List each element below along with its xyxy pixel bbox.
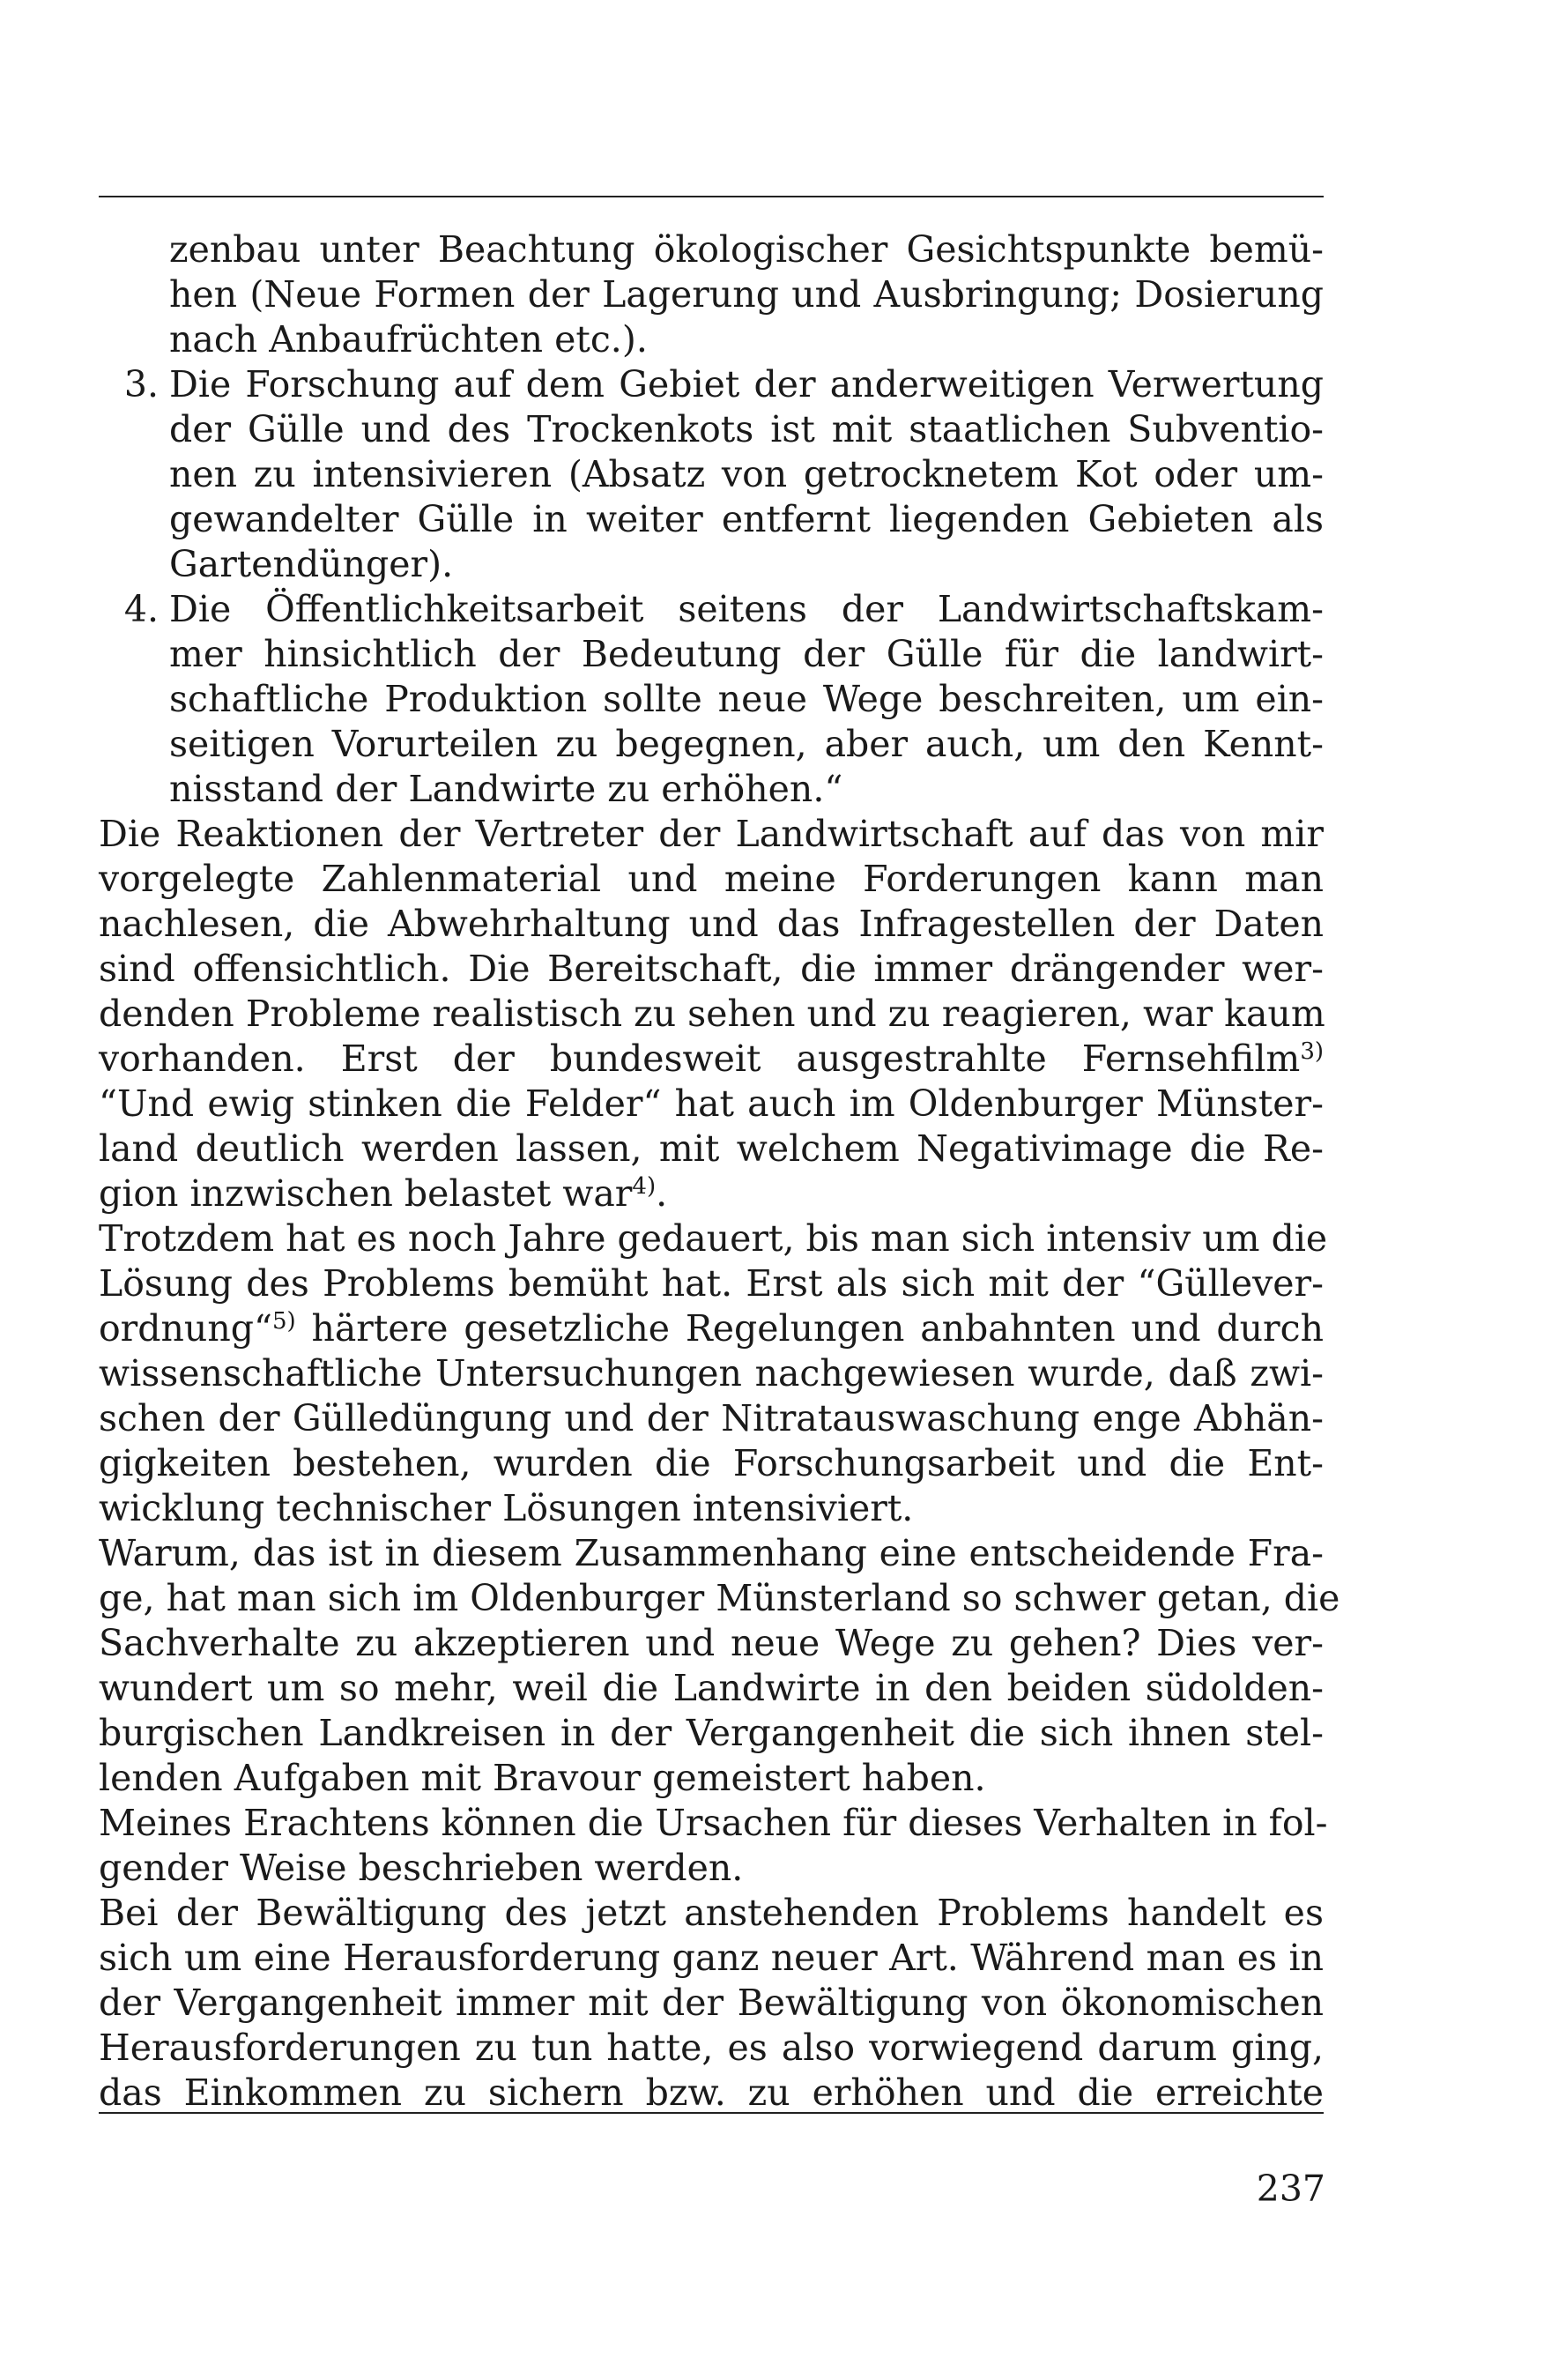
- text-line: wissenschaftliche Untersuchungen nachgewiesen wurde, daß zwi-: [99, 1352, 1324, 1395]
- text-line: zenbau unter Beachtung ökologischer Gesichtspunkte bemü-: [169, 228, 1324, 271]
- text-line: Meines Erachtens können die Ursachen für dieses Verhalten in fol-: [99, 1802, 1328, 1844]
- text-line: nach Anbaufrüchten etc.).: [169, 318, 648, 361]
- footnote-ref-5: 5): [271, 1308, 296, 1335]
- text-line: Sachverhalte zu akzeptieren und neue Wege zu gehen? Dies ver-: [99, 1622, 1324, 1664]
- text-line: das Einkommen zu sichern bzw. zu erhöhen und die erreichte: [99, 2071, 1324, 2114]
- text-line: Herausforderungen zu tun hatte, es also vorwiegend darum ging,: [99, 2027, 1324, 2069]
- text-line: Die Forschung auf dem Gebiet der anderweitigen Verwertung: [169, 363, 1324, 405]
- text-segment: .: [656, 1172, 668, 1215]
- text-line: ge, hat man sich im Oldenburger Münsterland so schwer getan, die: [99, 1577, 1340, 1619]
- list-item-4: [99, 587, 1324, 812]
- footnote-ref-4: 4): [632, 1173, 657, 1200]
- text-segment: härtere gesetzliche Regelungen anbahnten und durch: [295, 1307, 1324, 1350]
- text-segment: gion inzwischen belastet war: [99, 1172, 633, 1215]
- text-line: schaftliche Produktion sollte neue Wege beschreiten, um ein-: [169, 678, 1324, 720]
- paragraph-2: [99, 1216, 1328, 1531]
- header-rule: [99, 196, 1324, 197]
- text-line: der Vergangenheit immer mit der Bewältigung von ökonomischen: [99, 1982, 1324, 2024]
- text-line: nisstand der Landwirte zu erhöhen.“: [169, 768, 843, 810]
- text-line: der Gülle und des Trockenkots ist mit staatlichen Subventio-: [169, 408, 1324, 450]
- text-line: mer hinsichtlich der Bedeutung der Gülle für die landwirt-: [169, 633, 1324, 675]
- text-line: schen der Gülledüngung und der Nitratauswaschung enge Abhän-: [99, 1397, 1324, 1439]
- text-line: wundert um so mehr, weil die Landwirte in den beiden südolden-: [99, 1667, 1324, 1709]
- text-line: [99, 1037, 1324, 1082]
- text-line: gewandelter Gülle in weiter entfernt liegenden Gebieten als: [169, 498, 1324, 540]
- text-line: hen (Neue Formen der Lagerung und Ausbringung; Dosierung: [169, 273, 1324, 316]
- text-line: Bei der Bewältigung des jetzt anstehenden Problems handelt es: [99, 1892, 1324, 1934]
- body-text: [99, 227, 1340, 2116]
- text-line: vorgelegte Zahlenmaterial und meine Forderungen kann man: [99, 858, 1324, 900]
- footnote-ref-3: 3): [1300, 1038, 1324, 1065]
- text-line: nachlesen, die Abwehrhaltung und das Infragestellen der Daten: [99, 903, 1324, 945]
- paragraph-1: [99, 812, 1324, 1216]
- text-line: wicklung technischer Lösungen intensiviert.: [99, 1487, 914, 1529]
- paragraph-3: [99, 1531, 1340, 1801]
- text-segment: vorhanden. Erst der bundesweit ausgestrahlte Fernsehfilm: [99, 1038, 1301, 1080]
- text-line: sind offensichtlich. Die Bereitschaft, die immer drängender wer-: [99, 948, 1324, 990]
- list-item-2-continuation: [99, 227, 1324, 362]
- text-line: burgischen Landkreisen in der Vergangenheit die sich ihnen stel-: [99, 1712, 1324, 1754]
- text-line: Die Reaktionen der Vertreter der Landwirtschaft auf das von mir: [99, 813, 1324, 855]
- text-line: Gartendünger).: [169, 543, 454, 585]
- page-number: 237: [1256, 2168, 1325, 2210]
- footer-rule: [99, 2112, 1324, 2114]
- text-line: seitigen Vorurteilen zu begegnen, aber auch, um den Kennt-: [169, 723, 1324, 765]
- text-line: lenden Aufgaben mit Bravour gemeistert haben.: [99, 1757, 986, 1799]
- text-line: Trotzdem hat es noch Jahre gedauert, bis man sich intensiv um die: [99, 1217, 1328, 1260]
- list-number: 3.: [123, 363, 159, 405]
- list-number: 4.: [123, 588, 159, 630]
- text-line: [99, 1171, 1324, 1216]
- list-item-3: [99, 362, 1324, 587]
- paragraph-4: [99, 1801, 1328, 1891]
- text-line: nen zu intensivieren (Absatz von getrocknetem Kot oder um-: [169, 453, 1324, 495]
- text-line: gender Weise beschrieben werden.: [99, 1847, 744, 1889]
- text-line: Warum, das ist in diesem Zusammenhang eine entscheidende Fra-: [99, 1532, 1324, 1574]
- text-line: denden Probleme realistisch zu sehen und zu reagieren, war kaum: [99, 993, 1325, 1035]
- text-line: Lösung des Problems bemüht hat. Erst als sich mit der “Güllever-: [99, 1262, 1324, 1305]
- text-line: [99, 1306, 1324, 1351]
- paragraph-5: [99, 1891, 1324, 2116]
- text-line: land deutlich werden lassen, mit welchem Negativimage die Re-: [99, 1127, 1324, 1170]
- text-line: gigkeiten bestehen, wurden die Forschungsarbeit und die Ent-: [99, 1442, 1324, 1484]
- text-line: “Und ewig stinken die Felder“ hat auch im Oldenburger Münster-: [99, 1082, 1324, 1125]
- text-segment: ordnung“: [99, 1307, 272, 1350]
- text-line: Die Öffentlichkeitsarbeit seitens der Landwirtschaftskam-: [169, 588, 1324, 630]
- text-line: sich um eine Herausforderung ganz neuer Art. Während man es in: [99, 1937, 1324, 1979]
